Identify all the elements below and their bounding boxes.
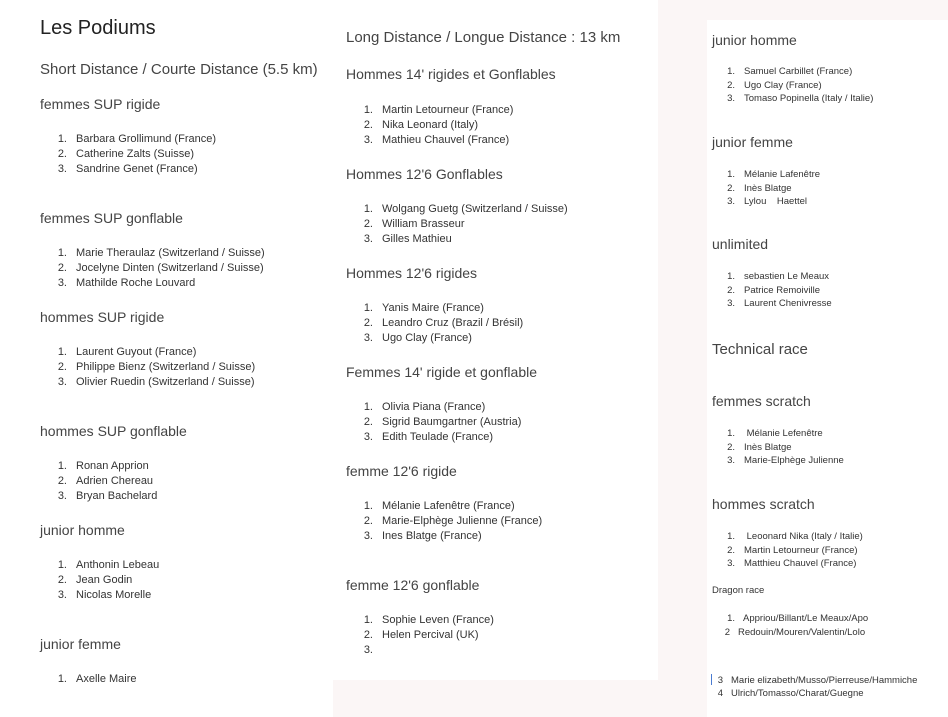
list-number: 3. xyxy=(363,530,373,542)
list-item xyxy=(55,346,196,358)
list-text: Wolgang Guetg (Switzerland / Suisse) xyxy=(382,203,568,215)
list-number: 1. xyxy=(363,302,373,314)
list-item xyxy=(361,317,523,329)
list-text: Ugo Clay (France) xyxy=(382,332,472,344)
list-item xyxy=(55,673,137,685)
list-number: 3. xyxy=(727,558,735,569)
list-number: 3 xyxy=(717,675,723,686)
list-number: 1. xyxy=(363,104,373,116)
list-number: 3. xyxy=(57,376,67,388)
list-number: 3. xyxy=(363,233,373,245)
list-text: Mélanie Lafenêtre xyxy=(744,169,821,180)
list-item xyxy=(361,104,513,116)
list-text: Sandrine Genet (France) xyxy=(76,163,198,175)
list-text: Marie-Elphège Julienne xyxy=(744,455,844,466)
list-item xyxy=(361,515,542,527)
list-number: 1. xyxy=(727,613,735,624)
list-text: Ronan Apprion xyxy=(76,460,149,472)
list-number: 1. xyxy=(363,614,373,626)
category-heading: junior homme xyxy=(40,522,125,538)
list-number: 2. xyxy=(363,515,373,527)
list-text: Laurent Chenivresse xyxy=(744,298,832,309)
list-text: Marie elizabeth/Musso/Pierreuse/Hammiche xyxy=(731,675,918,686)
list-item xyxy=(723,196,807,207)
list-text: Bryan Bachelard xyxy=(76,490,158,502)
list-text: Ugo Clay (France) xyxy=(744,79,822,91)
list-item xyxy=(723,93,873,104)
list-text: Patrice Remoiville xyxy=(744,284,821,296)
list-number: 1. xyxy=(57,673,67,685)
list-text: Anthonin Lebeau xyxy=(76,559,160,571)
list-number: 3. xyxy=(727,93,735,104)
list-number: 1. xyxy=(57,559,67,571)
category-heading: Femmes 14' rigide et gonflable xyxy=(346,364,537,380)
list-text: Gilles Mathieu xyxy=(382,233,452,245)
list-text: Mathieu Chauvel (France) xyxy=(382,134,510,146)
category-heading: junior femme xyxy=(712,134,793,150)
list-item xyxy=(55,490,157,502)
list-text: Martin Letourneur (France) xyxy=(744,544,858,556)
list-item xyxy=(723,298,832,309)
category-heading: femmes SUP gonflable xyxy=(40,210,183,226)
list-number: 3. xyxy=(363,134,373,146)
category-heading: femme 12'6 rigide xyxy=(346,463,457,479)
list-number: 2. xyxy=(57,475,67,487)
list-item xyxy=(55,460,149,472)
list-text: Edith Teulade (France) xyxy=(382,431,494,443)
category-heading: Hommes 14' rigides et Gonflables xyxy=(346,66,556,82)
list-text: Ines Blatge (France) xyxy=(382,530,482,542)
list-text: Tomaso Popinella (Italy / Italie) xyxy=(744,93,874,104)
section-title: Short Distance / Courte Distance (5.5 km) xyxy=(40,61,318,78)
list-item xyxy=(723,285,820,296)
list-text: Sigrid Baumgartner (Austria) xyxy=(382,416,522,428)
list-number: 2. xyxy=(363,218,373,230)
list-text: Samuel Carbillet (France) xyxy=(744,66,853,77)
list-item xyxy=(55,262,264,274)
list-number: 3. xyxy=(727,455,735,466)
list-text: Mélanie Lefenêtre xyxy=(744,428,823,439)
list-number: 3. xyxy=(57,277,67,289)
list-text: Jocelyne Dinten (Switzerland / Suisse) xyxy=(76,262,264,274)
list-item xyxy=(55,133,216,145)
list-item xyxy=(723,66,852,77)
category-heading: hommes SUP gonflable xyxy=(40,423,187,439)
list-number: 2. xyxy=(727,544,735,556)
list-item xyxy=(55,376,255,388)
list-item xyxy=(361,614,494,626)
list-text: Inès Blatge xyxy=(744,182,792,194)
list-text: Barbara Grollimund (France) xyxy=(76,133,216,145)
list-text: Olivier Ruedin (Switzerland / Suisse) xyxy=(76,376,255,388)
list-item xyxy=(361,500,515,512)
category-heading: Hommes 12'6 Gonflables xyxy=(346,166,503,182)
list-number: 3. xyxy=(363,332,373,344)
list-number: 2. xyxy=(727,182,735,194)
category-heading: femmes SUP rigide xyxy=(40,96,161,112)
list-number: 1. xyxy=(363,500,373,512)
list-item xyxy=(723,169,820,180)
list-text: Sophie Leven (France) xyxy=(382,614,494,626)
list-item xyxy=(723,531,863,542)
list-item xyxy=(361,218,465,230)
list-number: 1. xyxy=(727,428,735,439)
list-text: Matthieu Chauvel (France) xyxy=(744,558,857,569)
list-number: 3. xyxy=(363,431,373,443)
list-number: 2 xyxy=(724,627,730,638)
list-item xyxy=(361,401,485,413)
list-text: Redouin/Mouren/Valentin/Lolo xyxy=(738,627,866,638)
list-number: 1. xyxy=(727,169,735,180)
list-number: 1. xyxy=(57,133,67,145)
list-item xyxy=(55,163,198,175)
list-item xyxy=(723,183,792,194)
list-text: Helen Percival (UK) xyxy=(382,629,479,641)
list-item xyxy=(711,688,864,699)
list-text: Nicolas Morelle xyxy=(76,589,152,601)
category-heading: junior homme xyxy=(712,32,797,48)
list-text: Axelle Maire xyxy=(76,673,137,685)
list-number: 1. xyxy=(727,271,735,282)
category-heading: junior femme xyxy=(40,636,121,652)
list-item xyxy=(361,530,482,542)
list-item xyxy=(718,627,865,638)
list-text: Catherine Zalts (Suisse) xyxy=(76,148,194,160)
list-item xyxy=(723,80,822,91)
list-text: Philippe Bienz (Switzerland / Suisse) xyxy=(76,361,256,373)
page-title: Les Podiums xyxy=(40,17,156,39)
list-number: 2. xyxy=(363,416,373,428)
list-number: 2. xyxy=(363,629,373,641)
list-number: 3. xyxy=(57,163,67,175)
list-number: 2. xyxy=(57,148,67,160)
list-text: Martin Letourneur (France) xyxy=(382,104,514,116)
list-text: Laurent Guyout (France) xyxy=(76,346,197,358)
category-heading: hommes SUP rigide xyxy=(40,309,165,325)
list-number: 1. xyxy=(727,66,735,77)
list-number: 3. xyxy=(727,196,735,207)
list-item xyxy=(55,277,195,289)
list-number: 2. xyxy=(363,119,373,131)
list-number: 2. xyxy=(57,262,67,274)
list-text: Jean Godin xyxy=(76,574,133,586)
list-text: Marie Theraulaz (Switzerland / Suisse) xyxy=(76,247,265,259)
list-item xyxy=(723,545,858,556)
list-item xyxy=(55,589,151,601)
list-item xyxy=(361,332,472,344)
category-heading: hommes scratch xyxy=(712,496,815,512)
list-item xyxy=(361,431,493,443)
list-text: Nika Leonard (Italy) xyxy=(382,119,478,131)
list-number: 3. xyxy=(57,490,67,502)
list-number: 3. xyxy=(363,644,373,656)
list-text: Marie-Elphège Julienne (France) xyxy=(382,515,543,527)
list-text: Leoonard Nika (Italy / Italie) xyxy=(744,531,863,542)
list-number: 1. xyxy=(363,401,373,413)
list-item xyxy=(55,475,153,487)
list-text: Lylou Haettel xyxy=(744,196,808,207)
list-number: 1. xyxy=(727,531,735,542)
list-text: Leandro Cruz (Brazil / Brésil) xyxy=(382,317,524,329)
list-number: 2. xyxy=(57,574,67,586)
list-number: 2. xyxy=(727,79,735,91)
list-item xyxy=(361,644,382,656)
list-item xyxy=(723,455,844,466)
list-number: 3. xyxy=(57,589,67,601)
list-number: 1. xyxy=(57,247,67,259)
list-item xyxy=(361,203,568,215)
list-item xyxy=(55,559,159,571)
list-item xyxy=(55,247,265,259)
list-item xyxy=(723,271,829,282)
list-item xyxy=(55,574,132,586)
list-item xyxy=(361,233,452,245)
list-number: 1. xyxy=(57,460,67,472)
list-number: 1. xyxy=(57,346,67,358)
category-heading: femme 12'6 gonflable xyxy=(346,577,480,593)
list-text: Ulrich/Tomasso/Charat/Guegne xyxy=(731,688,864,699)
list-number: 1. xyxy=(363,203,373,215)
list-text: Mathilde Roche Louvard xyxy=(76,277,196,289)
list-item xyxy=(723,558,856,569)
list-number: 4 xyxy=(717,688,723,699)
list-text: Yanis Maire (France) xyxy=(382,302,484,314)
category-heading: femmes scratch xyxy=(712,393,811,409)
list-item xyxy=(711,675,917,686)
category-heading: Hommes 12'6 rigides xyxy=(346,265,478,281)
section-title: Long Distance / Longue Distance : 13 km xyxy=(346,29,621,46)
section-title: Technical race xyxy=(712,341,808,358)
list-text: Appriou/Billant/Le Meaux/Apo xyxy=(743,613,869,624)
list-text: Olivia Piana (France) xyxy=(382,401,486,413)
category-heading: Dragon race xyxy=(712,585,765,596)
list-item xyxy=(361,416,521,428)
list-item xyxy=(723,428,823,439)
list-text: sebastien Le Meaux xyxy=(744,271,830,282)
list-text: Mélanie Lafenêtre (France) xyxy=(382,500,515,512)
list-number: 2. xyxy=(727,441,735,453)
list-item xyxy=(361,629,479,641)
list-number: 2. xyxy=(727,284,735,296)
list-number: 2. xyxy=(57,361,67,373)
list-number: 2. xyxy=(363,317,373,329)
list-item xyxy=(361,302,484,314)
list-item xyxy=(723,442,792,453)
list-text: Adrien Chereau xyxy=(76,475,154,487)
list-number: 3. xyxy=(727,298,735,309)
list-text: William Brasseur xyxy=(382,218,465,230)
list-item xyxy=(55,148,194,160)
list-item xyxy=(723,613,868,624)
list-item xyxy=(361,134,509,146)
list-text: Inès Blatge xyxy=(744,441,792,453)
list-item xyxy=(55,361,255,373)
list-item xyxy=(361,119,478,131)
category-heading: unlimited xyxy=(712,236,769,252)
